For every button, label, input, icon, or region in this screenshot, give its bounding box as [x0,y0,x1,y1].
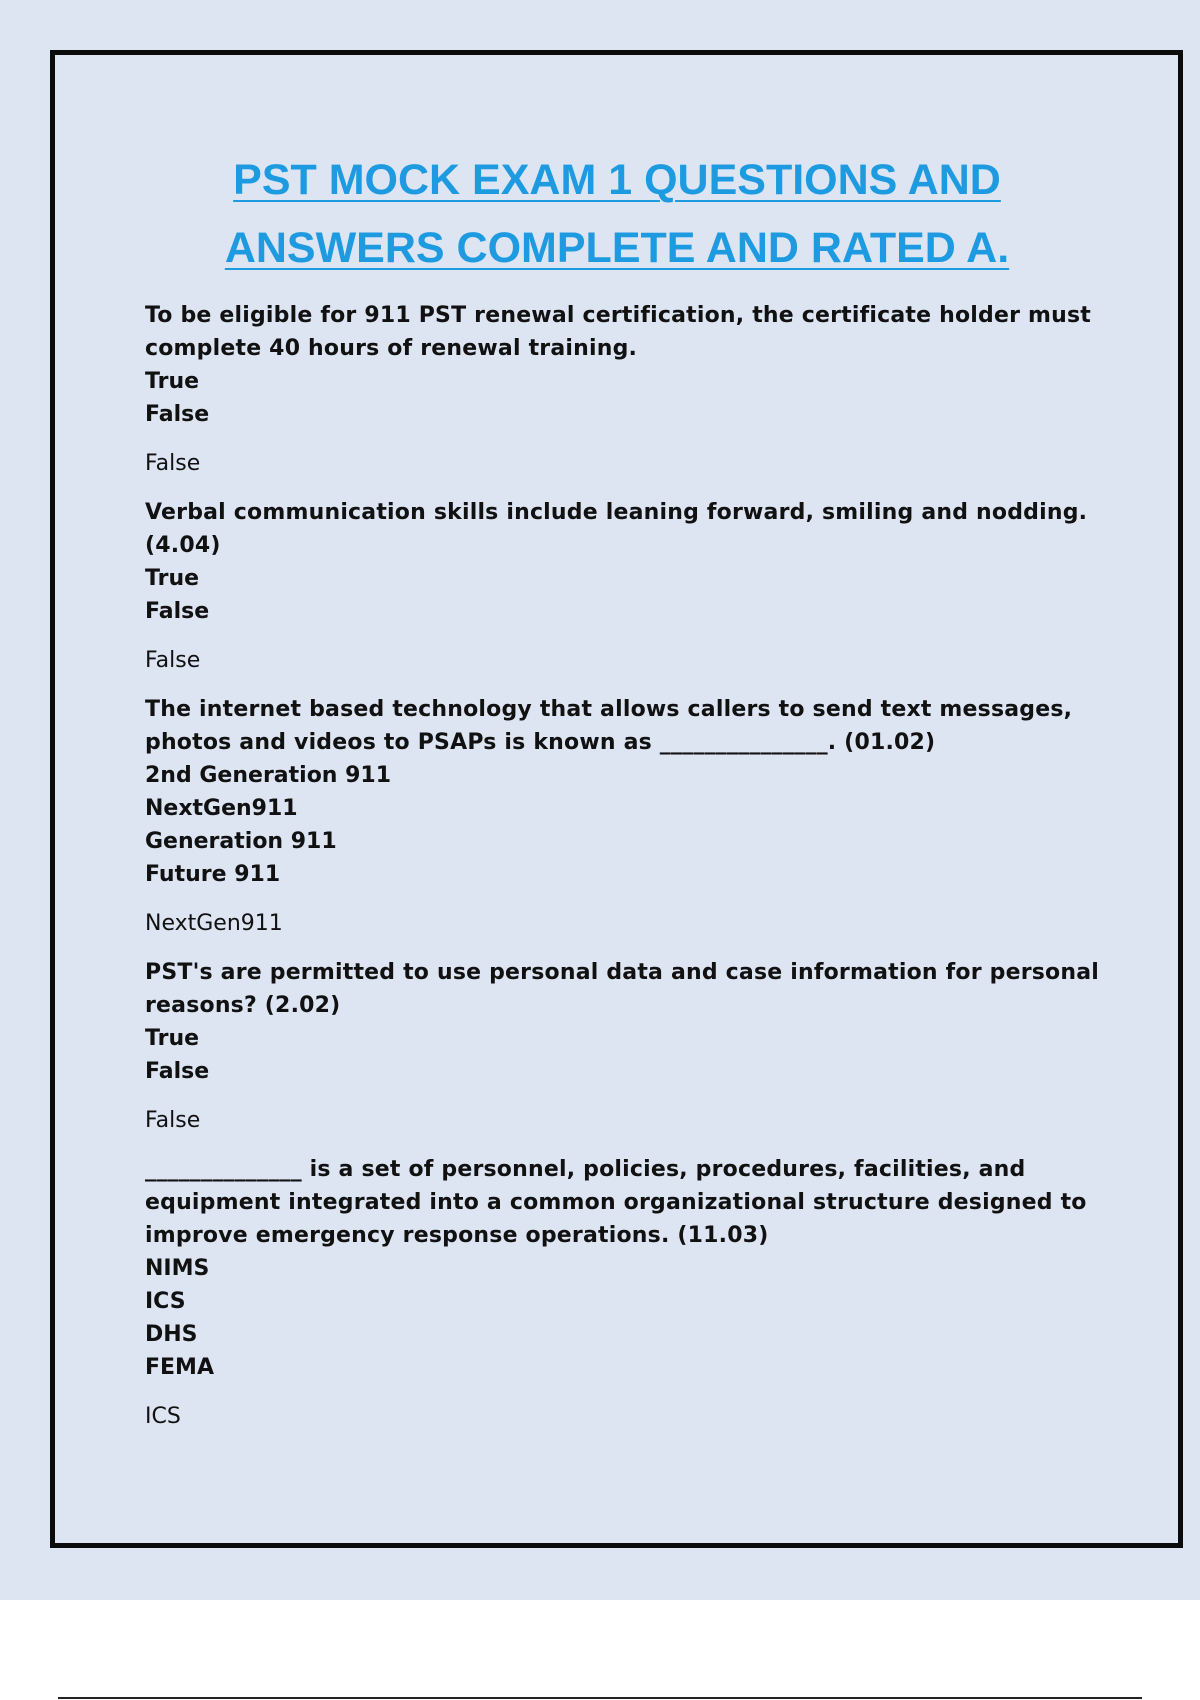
answer-option: True [145,1026,200,1051]
correct-answer: NextGen911 [145,911,283,936]
question-text: The internet based technology that allows callers to send text messages, photos and videos to PSAPs is known as _______________. (01.02) [145,697,1073,755]
question-block-5 [145,1153,1105,1433]
document-title [0,146,1200,282]
answer-option: Future 911 [145,862,281,887]
question-block-4 [145,956,1105,1137]
question-text: ______________ is a set of personnel, policies, procedures, facilities, and equipment integrated into a common organizational structure designed to improve emergency response operations. (11.03) [145,1157,1087,1248]
question-block-3 [145,693,1105,940]
correct-answer: False [145,451,201,476]
question-text: To be eligible for 911 PST renewal certification, the certificate holder must complete 40 hours of renewal training. [145,303,1092,361]
question-text: PST's are permitted to use personal data and case information for personal reasons? (2.02) [145,960,1100,1018]
footer-divider [58,1697,1142,1699]
correct-answer: ICS [145,1404,181,1429]
answer-option: NIMS [145,1256,210,1281]
answer-option: False [145,1059,210,1084]
question-block-1 [145,299,1105,480]
answer-option: False [145,402,210,427]
correct-answer: False [145,648,201,673]
title-line-2: ANSWERS COMPLETE AND RATED A. [224,224,1010,272]
answer-option: NextGen911 [145,796,298,821]
answer-option: Generation 911 [145,829,337,854]
answer-option: 2nd Generation 911 [145,763,392,788]
answer-option: DHS [145,1322,198,1347]
question-list [145,299,1105,1449]
correct-answer: False [145,1108,201,1133]
answer-option: ICS [145,1289,186,1314]
answer-option: False [145,599,210,624]
question-block-2 [145,496,1105,677]
answer-option: True [145,566,200,591]
question-text: Verbal communication skills include leaning forward, smiling and nodding. (4.04) [145,500,1088,558]
answer-option: True [145,369,200,394]
title-line-1: PST MOCK EXAM 1 QUESTIONS AND [233,156,1001,204]
answer-option: FEMA [145,1355,214,1380]
